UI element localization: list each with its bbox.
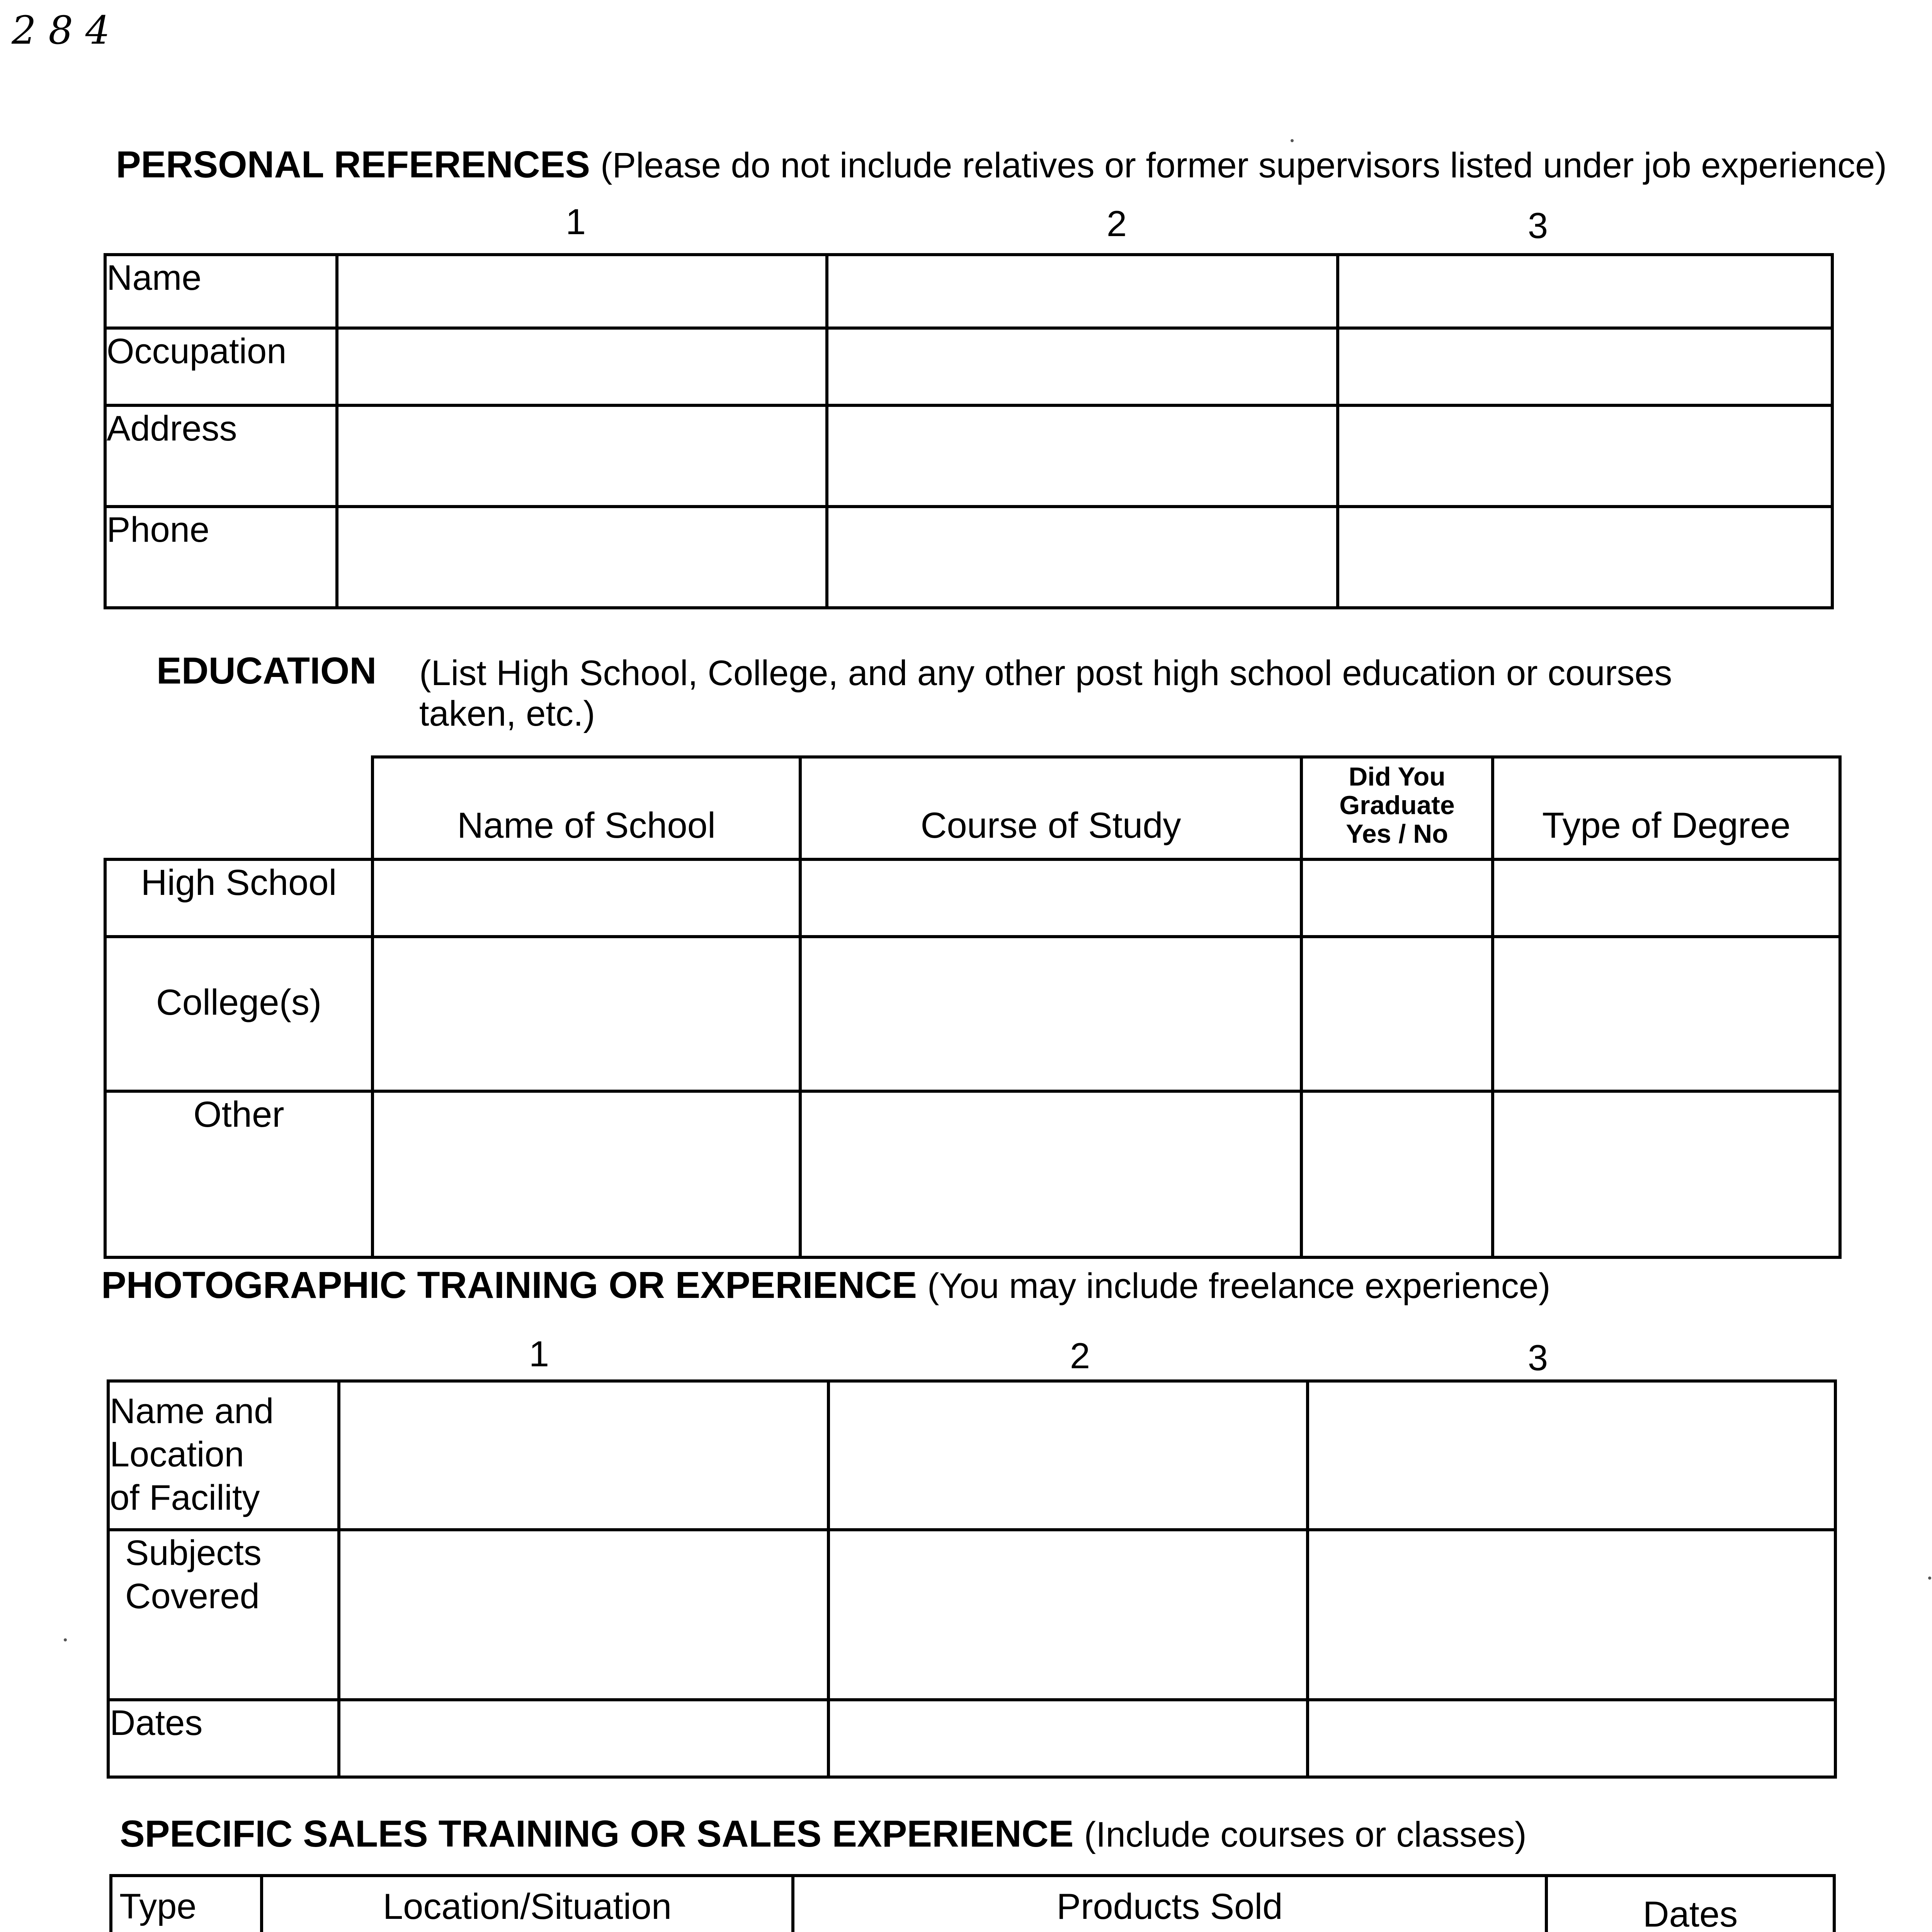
- row-label-subjects: [108, 1530, 339, 1700]
- row-label-name: Name: [105, 255, 337, 328]
- personal-references-heading: [116, 143, 1887, 186]
- header-location-situation: Location/Situation: [262, 1876, 793, 1932]
- ref3-phone-field[interactable]: [1338, 507, 1832, 608]
- row-label-colleges: College(s): [105, 937, 372, 1091]
- ref1-phone-field[interactable]: [337, 507, 827, 608]
- table-row: [105, 405, 1832, 507]
- photo3-facility-field[interactable]: [1308, 1381, 1835, 1530]
- high-school-course-field[interactable]: [800, 859, 1301, 937]
- header-products-sold: Products Sold: [793, 1876, 1546, 1932]
- table-row: [108, 1530, 1835, 1700]
- table-header-row: [111, 1876, 1834, 1932]
- ref3-occupation-field[interactable]: [1338, 328, 1832, 405]
- table-row: [105, 859, 1840, 937]
- photo2-dates-field[interactable]: [828, 1700, 1308, 1777]
- photo-column-1: 1: [529, 1333, 549, 1374]
- sales-heading: [120, 1812, 1527, 1855]
- other-school-name-field[interactable]: [372, 1091, 800, 1257]
- row-label-high-school: High School: [105, 859, 372, 937]
- sales-title: SPECIFIC SALES TRAINING OR SALES EXPERIENCE: [120, 1813, 1074, 1855]
- education-subtitle-line2: taken, etc.): [419, 694, 595, 733]
- ref3-name-field[interactable]: [1338, 255, 1832, 328]
- row-label-facility-line2: Location: [110, 1435, 244, 1474]
- college-degree-field[interactable]: [1493, 937, 1840, 1091]
- high-school-degree-field[interactable]: [1493, 859, 1840, 937]
- ref1-name-field[interactable]: [337, 255, 827, 328]
- personal-references-table: [104, 253, 1834, 609]
- personal-references-subtitle: (Please do not include relatives or former supervisors listed under job experience): [600, 146, 1887, 185]
- row-label-other: Other: [105, 1091, 372, 1257]
- ref1-address-field[interactable]: [337, 405, 827, 507]
- sales-subtitle: (Include courses or classes): [1084, 1815, 1527, 1854]
- scan-speck: [1928, 1577, 1931, 1580]
- scan-speck: [64, 1638, 67, 1641]
- row-label-occupation: Occupation: [105, 328, 337, 405]
- college-graduate-field[interactable]: [1301, 937, 1493, 1091]
- header-graduate-line2: Graduate: [1339, 791, 1455, 820]
- other-degree-field[interactable]: [1493, 1091, 1840, 1257]
- photo1-dates-field[interactable]: [339, 1700, 828, 1777]
- photo1-subjects-field[interactable]: [339, 1530, 828, 1700]
- education-subtitle-line1: (List High School, College, and any other post high school education or courses: [419, 653, 1672, 693]
- photo3-dates-field[interactable]: [1308, 1700, 1835, 1777]
- college-course-field[interactable]: [800, 937, 1301, 1091]
- education-header-blank: [105, 757, 372, 859]
- ref1-occupation-field[interactable]: [337, 328, 827, 405]
- header-dates: Dates: [1546, 1876, 1834, 1932]
- ref2-address-field[interactable]: [827, 405, 1338, 507]
- header-course-of-study: Course of Study: [800, 757, 1301, 859]
- table-row: [105, 507, 1832, 608]
- handwritten-page-number: 2 8 4: [12, 8, 110, 53]
- high-school-name-field[interactable]: [372, 859, 800, 937]
- table-row: [105, 328, 1832, 405]
- row-label-facility: [108, 1381, 339, 1530]
- row-label-subjects-line1: Subjects: [125, 1533, 262, 1573]
- table-row: [105, 937, 1840, 1091]
- row-label-dates: Dates: [108, 1700, 339, 1777]
- photo1-facility-field[interactable]: [339, 1381, 828, 1530]
- header-graduate-line3: Yes / No: [1346, 819, 1448, 849]
- ref2-name-field[interactable]: [827, 255, 1338, 328]
- photographic-title: PHOTOGRAPHIC TRAINING OR EXPERIENCE: [101, 1264, 917, 1306]
- education-table: [104, 755, 1842, 1259]
- row-label-address: Address: [105, 405, 337, 507]
- photo-column-3: 3: [1527, 1337, 1548, 1378]
- row-label-facility-line3: of Facility: [110, 1478, 260, 1517]
- high-school-graduate-field[interactable]: [1301, 859, 1493, 937]
- education-title: EDUCATION: [156, 650, 377, 692]
- table-row: [108, 1700, 1835, 1777]
- table-row: [105, 1091, 1840, 1257]
- scan-speck: [1291, 139, 1294, 142]
- photo3-subjects-field[interactable]: [1308, 1530, 1835, 1700]
- header-did-you-graduate: [1301, 757, 1493, 859]
- sales-table: [109, 1874, 1836, 1932]
- ref2-occupation-field[interactable]: [827, 328, 1338, 405]
- other-graduate-field[interactable]: [1301, 1091, 1493, 1257]
- row-label-facility-line1: Name and: [110, 1391, 274, 1431]
- photo-column-2: 2: [1070, 1335, 1090, 1376]
- ref2-phone-field[interactable]: [827, 507, 1338, 608]
- header-type: Type: [111, 1876, 262, 1932]
- photographic-table: [107, 1379, 1837, 1779]
- table-row: [105, 255, 1832, 328]
- college-name-field[interactable]: [372, 937, 800, 1091]
- other-course-field[interactable]: [800, 1091, 1301, 1257]
- ref-column-1: 1: [565, 201, 586, 242]
- ref-column-3: 3: [1527, 205, 1548, 246]
- table-row: [108, 1381, 1835, 1530]
- header-type-of-degree: Type of Degree: [1493, 757, 1840, 859]
- ref3-address-field[interactable]: [1338, 405, 1832, 507]
- photo2-facility-field[interactable]: [828, 1381, 1308, 1530]
- header-graduate-line1: Did You: [1349, 762, 1446, 791]
- ref-column-2: 2: [1106, 203, 1127, 244]
- photographic-subtitle: (You may include freelance experience): [927, 1266, 1551, 1306]
- photographic-heading: [101, 1264, 1551, 1307]
- photo2-subjects-field[interactable]: [828, 1530, 1308, 1700]
- personal-references-title: PERSONAL REFERENCES: [116, 143, 590, 185]
- header-name-of-school: Name of School: [372, 757, 800, 859]
- row-label-subjects-line2: Covered: [125, 1577, 260, 1616]
- table-header-row: [105, 757, 1840, 859]
- row-label-phone: Phone: [105, 507, 337, 608]
